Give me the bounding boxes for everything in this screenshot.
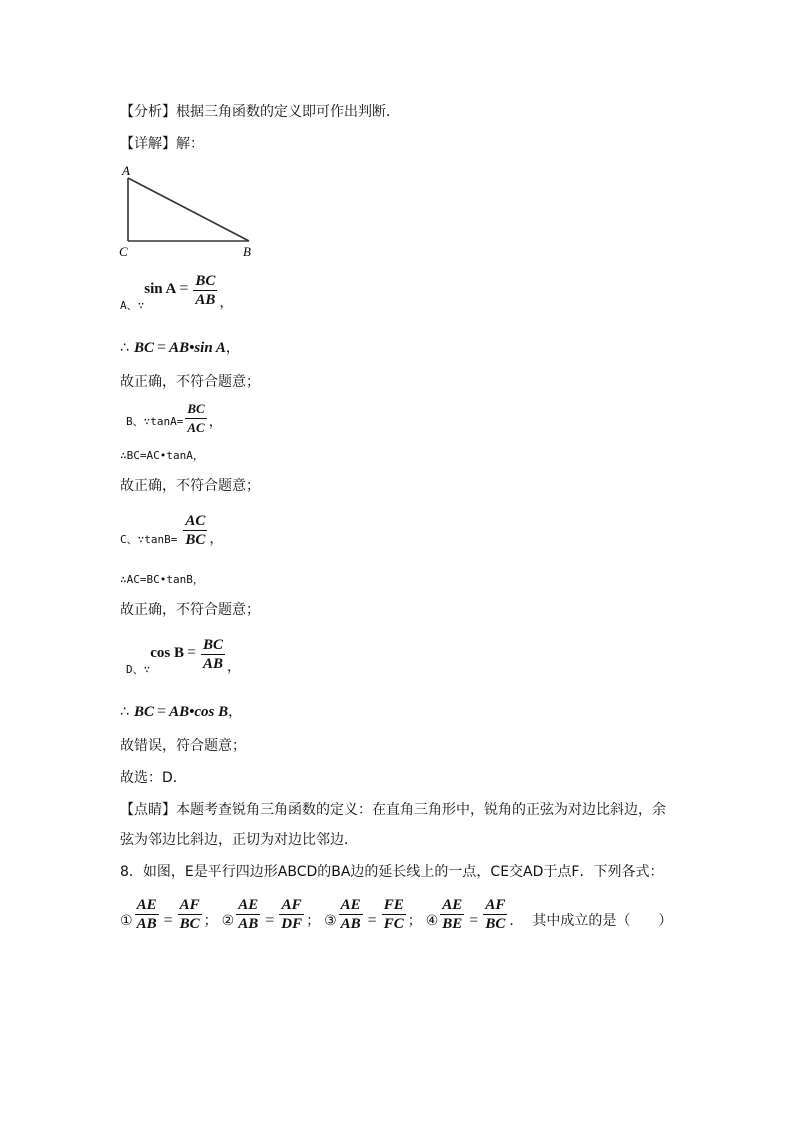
vertex-b-label: B xyxy=(243,244,251,259)
fraction: $\frac{AE}{AB}$ xyxy=(238,897,259,932)
fraction: $\frac{AE}{AB}$ xyxy=(136,897,157,932)
option-b-premise: B、∵tanA= $\frac{BC}{AC}$ ， xyxy=(126,401,223,435)
fraction: $\frac{AE}{AB}$ xyxy=(340,897,361,932)
option-a-premise: $_{A、\because}$sin A = $\frac{BC}{AB}$ ， xyxy=(120,273,234,312)
item-marker: ① xyxy=(120,913,133,929)
proportion-item-3: ③ $\frac{AE}{AB}$ = $\frac{FE}{FC}$ ； xyxy=(324,897,422,932)
option-c-premise: $_{C、\because tanB=}$ $\frac{AC}{BC}$ ， xyxy=(120,513,224,548)
fraction: $\frac{BC}{AB}$ xyxy=(195,273,216,308)
vertex-c-label: C xyxy=(119,244,128,259)
option-c-result: ∴AC=BC•tanB， xyxy=(120,573,204,586)
vertex-a-label: A xyxy=(122,163,130,178)
fraction: $\frac{AF}{BC}$ xyxy=(179,897,200,932)
question-8-ask: 其中成立的是（ ） xyxy=(532,913,673,929)
option-b-conclusion: 故正确，不符合题意； xyxy=(120,478,260,494)
triangle-figure xyxy=(115,160,260,262)
proportion-item-4: ④ $\frac{AE}{BE}$ = $\frac{AF}{BC}$ ． xyxy=(425,897,524,932)
option-a-result: ∴ BC = AB•sin A， xyxy=(120,339,240,356)
analysis-text: 【分析】根据三角函数的定义即可作出判断． xyxy=(120,104,400,120)
proportion-item-1: ① $\frac{AE}{AB}$ = $\frac{AF}{BC}$ ； xyxy=(120,897,218,932)
item-marker: ④ xyxy=(425,913,439,929)
detail-heading: 【详解】解： xyxy=(120,136,204,152)
fraction: $\frac{AF}{BC}$ xyxy=(485,897,506,932)
comment-line-2: 弦为邻边比斜边，正切为对边比邻边． xyxy=(120,832,358,848)
option-b-result: ∴BC=AC•tanA， xyxy=(120,449,204,462)
option-d-premise: $_{D、\because}$cos B = $\frac{BC}{AB}$ ， xyxy=(126,637,242,676)
option-c-conclusion: 故正确，不符合题意； xyxy=(120,602,260,618)
fraction: $\frac{AE}{BE}$ xyxy=(442,897,463,932)
fraction: $\frac{AF}{DF}$ xyxy=(281,897,303,932)
fraction: $\frac{BC}{AC}$ xyxy=(187,401,205,435)
proportion-item-2: ② $\frac{AE}{AB}$ = $\frac{AF}{DF}$ ； xyxy=(221,897,321,932)
item-marker: ② xyxy=(221,913,235,929)
question-8-stem: 8．如图，E是平行四边形ABCD的BA边的延长线上的一点，CE交AD于点F．下列各式： xyxy=(120,864,664,880)
fraction: $\frac{FE}{FC}$ xyxy=(383,897,404,932)
option-d-result: ∴ BC = AB•cos B， xyxy=(120,703,243,720)
option-a-conclusion: 故正确，不符合题意； xyxy=(120,374,260,390)
item-marker: ③ xyxy=(324,913,337,929)
answer-choice: 故选：D． xyxy=(120,770,187,786)
option-d-conclusion: 故错误，符合题意； xyxy=(120,738,246,754)
comment-line-1: 【点睛】本题考查锐角三角函数的定义：在直角三角形中，锐角的正弦为对边比斜边，余 xyxy=(120,802,666,818)
question-8-options xyxy=(120,896,672,933)
fraction: $\frac{AC}{BC}$ xyxy=(185,513,206,548)
fraction: $\frac{BC}{AB}$ xyxy=(203,637,224,672)
